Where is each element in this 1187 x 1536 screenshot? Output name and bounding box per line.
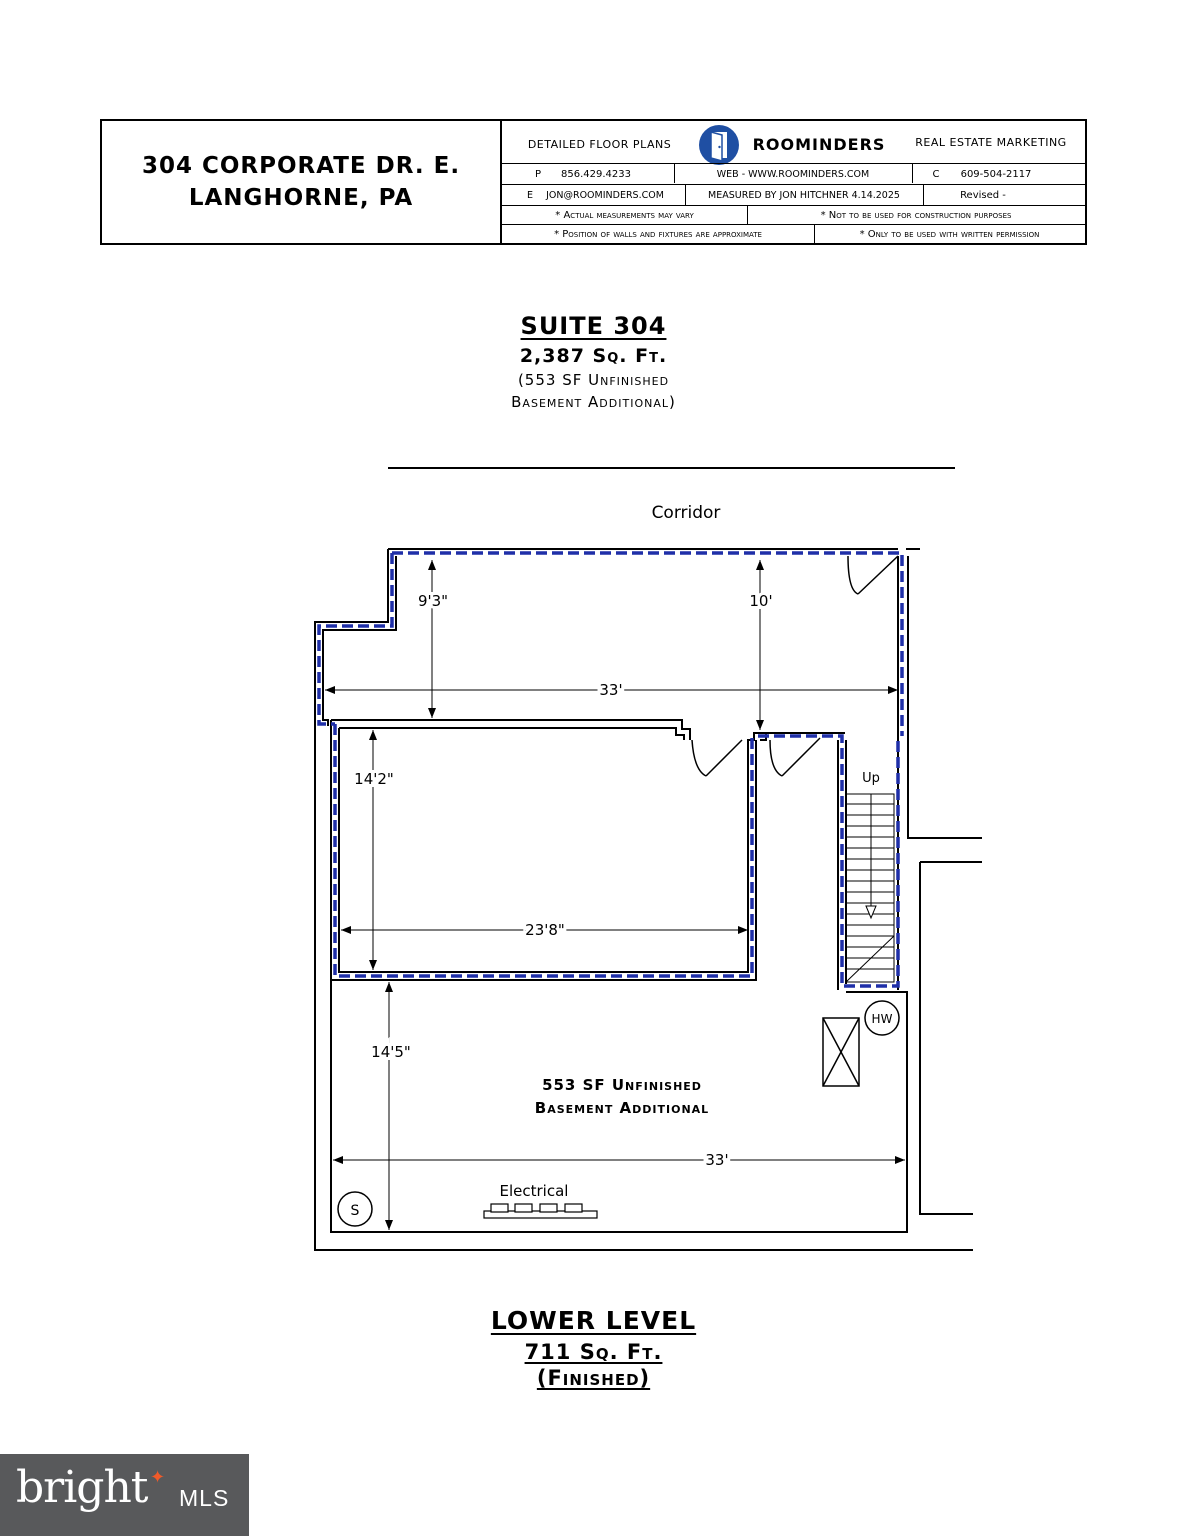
cell-number: 609-504-2117 — [960, 168, 1032, 180]
note-measurements: * Actual measurements may vary — [555, 209, 694, 221]
electrical-panel-icon — [484, 1204, 597, 1218]
email-label: E — [526, 189, 533, 201]
dim-basement-width: 33' — [705, 1151, 729, 1169]
phone-number: 856.429.4233 — [561, 168, 631, 180]
water-heater-label: HW — [871, 1012, 893, 1026]
dim-top-right: 10' — [749, 592, 773, 610]
level-status: (Finished) — [536, 1366, 651, 1390]
dim-upper-width: 33' — [599, 681, 623, 699]
email-address: JON@ROOMINDERS.COM — [546, 189, 664, 201]
electrical-label: Electrical — [499, 1182, 569, 1200]
cell-label: C — [932, 168, 940, 180]
dimension-lines — [325, 560, 905, 1230]
level-area: 711 Sq. Ft. — [524, 1340, 663, 1364]
finished-area-outline — [319, 553, 902, 986]
dim-room-height: 14'2" — [354, 770, 394, 788]
note-approximate: * Position of walls and fixtures are approximate — [554, 228, 762, 240]
watermark-brand: bright — [16, 1462, 148, 1513]
dim-basement-height: 14'5" — [371, 1043, 411, 1061]
sump-label: S — [350, 1203, 360, 1219]
tagline: REAL ESTATE MARKETING — [915, 135, 1067, 149]
suite-note-line-1: (553 SF Unfinished — [517, 371, 670, 389]
corridor-label: Corridor — [651, 503, 721, 523]
brand-name: ROOMINDERS — [752, 134, 886, 154]
watermark-suffix: MLS — [179, 1485, 230, 1511]
star-icon: ✦ — [150, 1467, 166, 1488]
website: WEB - WWW.ROOMINDERS.COM — [716, 168, 870, 180]
finished-room-walls — [331, 720, 845, 980]
note-permission: * Only to be used with written permission — [859, 228, 1040, 240]
dim-room-width: 23'8" — [525, 921, 565, 939]
suite-note-line-2: Basement Additional) — [511, 393, 676, 411]
suite-title: SUITE 304 — [520, 312, 667, 340]
note-construction: * Not to be used for construction purposes — [820, 209, 1012, 221]
door-swings — [692, 556, 898, 776]
level-title: LOWER LEVEL — [490, 1306, 697, 1335]
upper-room-walls — [315, 549, 982, 1250]
suite-area: 2,387 Sq. Ft. — [519, 345, 668, 367]
bright-mls-watermark — [0, 1454, 249, 1536]
phone-label: P — [534, 168, 542, 180]
revised-label: Revised - — [960, 189, 1006, 201]
service-label: DETAILED FLOOR PLANS — [527, 137, 672, 151]
stairs-up-label: Up — [862, 771, 880, 786]
stairs — [846, 794, 894, 982]
address-line-2: LANGHORNE, PA — [188, 185, 414, 211]
utility-box-icon — [823, 1018, 859, 1086]
address-line-1: 304 CORPORATE DR. E. — [141, 153, 461, 179]
dim-top-left: 9'3" — [417, 592, 449, 610]
basement-label-line-1: 553 SF Unfinished — [542, 1076, 702, 1094]
measured-by: MEASURED BY JON HITCHNER 4.14.2025 — [708, 189, 900, 201]
basement-label-line-2: Basement Additional — [534, 1099, 710, 1117]
